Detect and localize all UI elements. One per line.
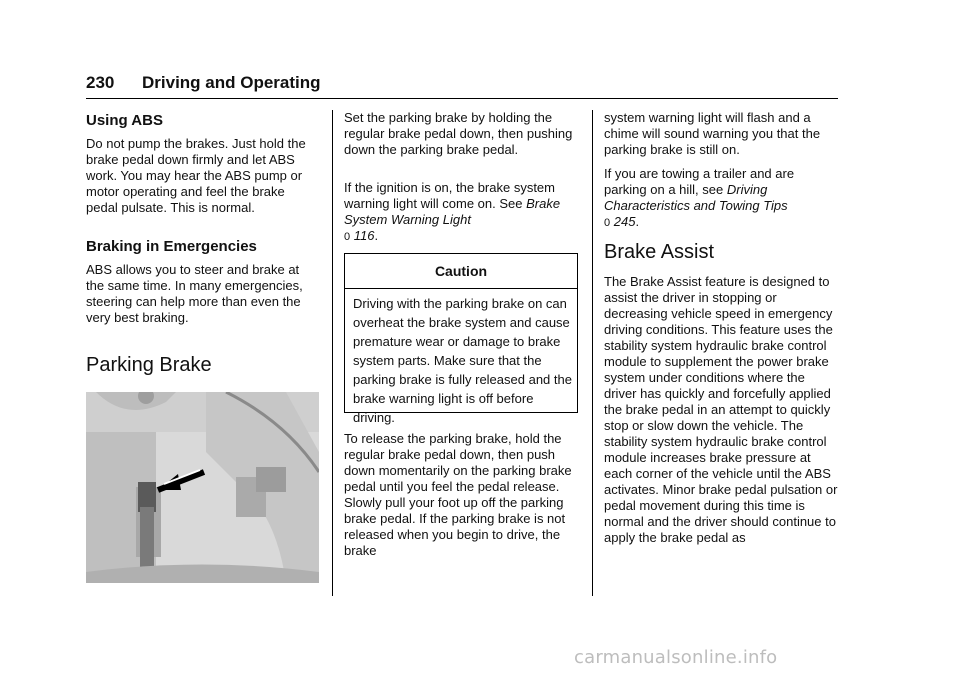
release-parking-brake-paragraph: To release the parking brake, hold the regular brake pedal down, then push down momentarily on the parking brake pedal until you feel the pedal release. Slowly pull your foot up off the parking brake pedal. If the parking brake is not released when you begin to drive, the brake [344, 431, 572, 558]
braking-emergencies-heading: Braking in Emergencies [86, 238, 257, 255]
warning-continued-paragraph: system warning light will flash and a chime will sound warning you that the parking brake is still on. [604, 110, 821, 157]
parking-brake-pedal-image [86, 392, 319, 583]
caution-title: Caution [434, 263, 488, 279]
page-ref-icon: 0 [344, 231, 351, 243]
brake-warning-light-page: 116 [353, 228, 375, 243]
towing-tips-page: 245 [613, 214, 636, 229]
section-title: Driving and Operating [142, 73, 321, 92]
using-abs-paragraph: Do not pump the brakes. Just hold the brake pedal down firmly and let ABS work. You may hear the ABS pump or motor operating and feel the brake pedal pulsate. This is normal. [86, 136, 306, 215]
brake-assist-heading: Brake Assist [604, 241, 715, 263]
set-parking-brake-paragraph: Set the parking brake by holding the regular brake pedal down, then pushing down the parking brake pedal. [344, 110, 573, 157]
brake-warning-light-ref: Brake System Warning Light [344, 196, 561, 227]
page-header [86, 72, 838, 94]
ignition-warning-paragraph: If the ignition is on, the brake system warning light will come on. See Brake System Warning Light 0 116. [344, 180, 561, 243]
column-divider [592, 110, 593, 596]
using-abs-heading: Using ABS [86, 112, 163, 129]
page-ref-icon: 0 [604, 217, 611, 229]
caution-box [344, 253, 578, 425]
watermark: carmanualsonline.info [574, 647, 778, 668]
page-number: 230 [86, 73, 115, 92]
towing-tips-ref: Driving Characteristics and Towing Tips [604, 182, 788, 213]
column-divider [332, 110, 333, 596]
header-rule [86, 98, 838, 99]
parking-brake-heading: Parking Brake [86, 354, 212, 376]
brake-assist-paragraph: The Brake Assist feature is designed to assist the driver in stopping or decreasing vehicle speed in emergency driving conditions. This feature uses the stability system hydraulic brake control module to supplement the power brake system under conditions where the driver has quickly and forcefully applied the brake pedal in an attempt to quickly stop or slow down the vehicle. The stability system hydraulic brake control module increases brake pressure at each corner of the vehicle until the ABS activates. Minor brake pedal pulsation or pedal movement during this time is normal and the driver should continue to apply the brake pedal as [604, 274, 838, 545]
caution-rule [345, 288, 577, 289]
caution-body: Driving with the parking brake on can overheat the brake system and cause premature wear or damage to brake system parts. Make sure that the parking brake is fully released and the brake warning light is off before driving. [353, 296, 572, 425]
towing-paragraph: If you are towing a trailer and are parking on a hill, see Driving Characteristics and Towing Tips 0 245. [604, 166, 795, 229]
braking-emergencies-paragraph: ABS allows you to steer and brake at the same time. In many emergencies, steering can help more than even the very best braking. [86, 262, 303, 325]
